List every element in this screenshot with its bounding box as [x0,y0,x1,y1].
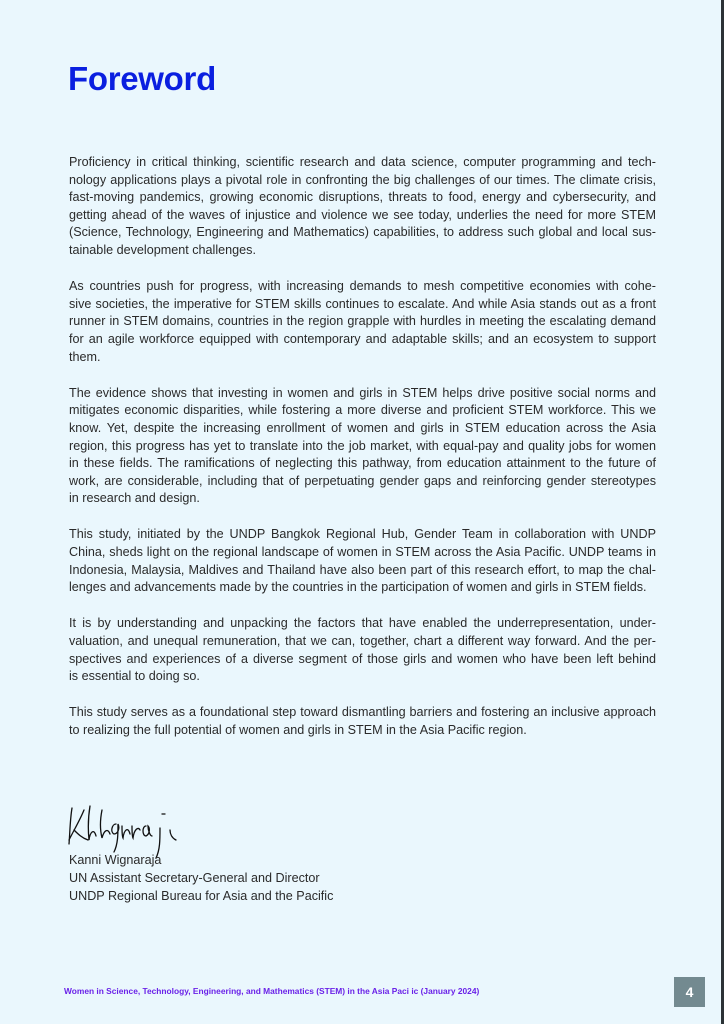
foreword-body [69,154,656,758]
paragraph-line: in research and design. [69,491,200,506]
page-title: Foreword [68,60,216,97]
paragraph-line: getting ahead of the waves of injustice and violence we see today, underlies the need for more STEM [69,207,656,222]
footer-document-title: Women in Science, Technology, Engineering, and Mathematics (STEM) in the Asia Paci ic (January 2024) [64,986,480,996]
paragraph-line: spectives and experiences of a diverse segment of those girls and women who have been left behind [69,651,656,666]
paragraph [69,526,656,596]
paragraph [69,615,656,685]
paragraph-line: Indonesia, Malaysia, Maldives and Thailand have also been part of this research effort, to map the chal- [69,562,656,577]
page-number-badge: 4 [674,977,705,1007]
signer-organization: UNDP Regional Bureau for Asia and the Pacific [69,889,334,903]
paragraph-line: This study, initiated by the UNDP Bangkok Regional Hub, Gender Team in collaboration with UNDP [69,527,656,542]
paragraph-line: As countries push for progress, with increasing demands to mesh competitive economies with cohe- [69,279,656,294]
paragraph-line: know. Yet, despite the increasing enrollment of women and girls in STEM education across the Asia [69,420,656,435]
paragraph-line: region, this progress has yet to translate into the job market, with equal-pay and quality jobs for women [69,438,656,453]
paragraph [69,154,656,260]
paragraph-line: mitigates economic disparities, while fostering a more diverse and proficient STEM workforce. This we [69,403,656,418]
paragraph-line: (Science, Technology, Engineering and Mathematics) capabilities, to address such global and local sus- [69,225,656,240]
paragraph-line: valuation, and unequal remuneration, that we can, together, chart a different way forward. And the per- [69,634,656,649]
paragraph-line: fast-moving pandemics, growing economic disruptions, threats to food, energy and cybersecurity, and [69,190,656,205]
paragraph-line: Proficiency in critical thinking, scientific research and data science, computer programming and tech- [69,155,656,169]
paragraph-line: nology applications plays a pivotal role in confronting the big challenges of our times. The climate crisis, [69,172,656,187]
paragraph-line: lenges and advancements made by the countries in the participation of women and girls in STEM fields. [69,580,647,595]
paragraph [69,278,656,366]
paragraph-line: is essential to doing so. [69,669,200,684]
paragraph [69,385,656,508]
paragraph-line: to realizing the full potential of women and girls in STEM in the Asia Pacific region. [69,723,527,737]
paragraph-line: runner in STEM domains, countries in the region grapple with hurdles in meeting the escalating demand [69,314,656,329]
paragraph-line: work, are considerable, including that of perpetuating gender gaps and reinforcing gender stereotypes [69,473,656,488]
signer-name: Kanni Wignaraja [69,853,162,867]
paragraph-line: in these fields. The ramifications of neglecting this pathway, from education attainment to the future of [69,456,656,471]
paragraph [69,704,656,739]
paragraph-line: sive societies, the imperative for STEM skills continues to escalate. And while Asia stands out as a front [69,296,656,311]
paragraph-line: The evidence shows that investing in women and girls in STEM helps drive positive social norms and [69,385,656,400]
signer-block [69,851,333,905]
paragraph-line: China, sheds light on the regional landscape of women in STEM across the Asia Pacific. UNDP teams in [69,545,656,560]
paragraph-line: for an agile workforce equipped with contemporary and adaptable skills; and an ecosystem to support [69,331,656,346]
paragraph-line: tainable development challenges. [69,242,256,257]
paragraph-line: It is by understanding and unpacking the factors that have enabled the underrepresentation, under- [69,616,656,631]
paragraph-line: them. [69,349,101,364]
paragraph-line: This study serves as a foundational step toward dismantling barriers and fostering an inclusive approach [69,705,656,720]
signer-role: UN Assistant Secretary-General and Director [69,871,320,885]
